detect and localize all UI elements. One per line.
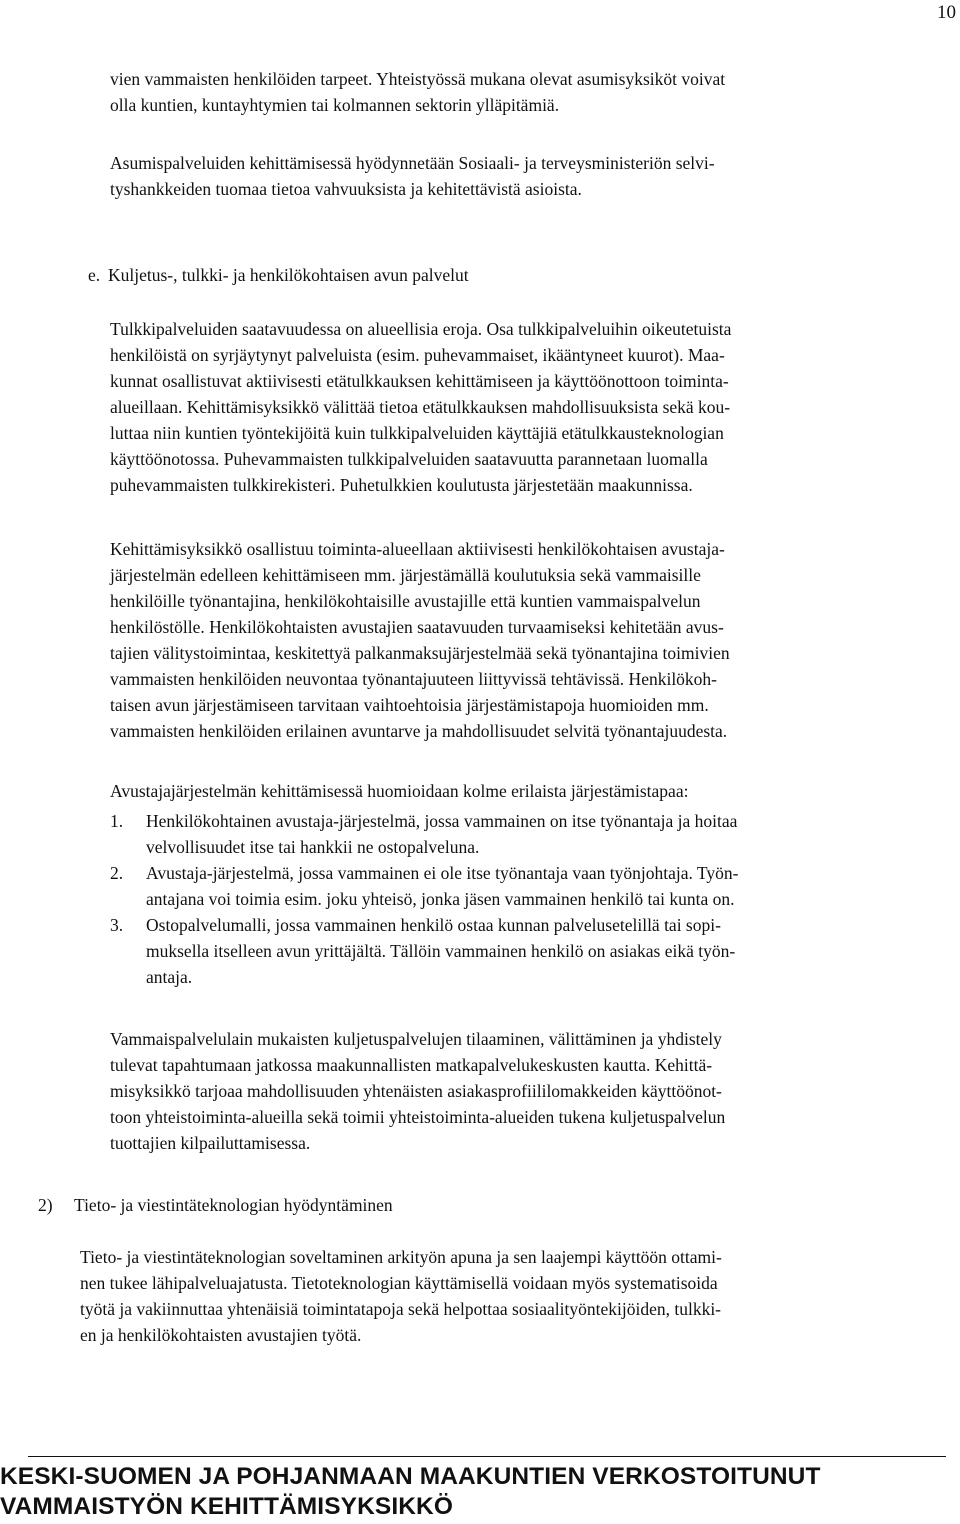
text-line: olla kuntien, kuntayhtymien tai kolmannen sektorin ylläpitämiä. xyxy=(110,95,560,115)
footer-line: VAMMAISTYÖN KEHITTÄMISYKSIKKÖ xyxy=(0,1493,453,1520)
list-item xyxy=(110,860,738,912)
text-line: Tieto- ja viestintäteknologian soveltaminen arkityön apuna ja sen laajempi käyttöön ottami- xyxy=(80,1247,722,1267)
section-heading-2 xyxy=(38,1192,393,1218)
list-number: 3. xyxy=(110,915,124,935)
text-line: Ostopalvelumalli, jossa vammainen henkilö ostaa kunnan palvelusetelillä tai sopi- xyxy=(146,915,721,935)
paragraph-housing-development xyxy=(110,150,715,202)
text-line: taisen avun järjestämiseen tarvitaan vaihtoehtoisia järjestämistapoja huomioiden mm. xyxy=(110,695,709,715)
list-number: 2. xyxy=(110,863,124,883)
text-line: en ja henkilökohtaisten avustajien työtä. xyxy=(80,1325,362,1345)
text-line: vien vammaisten henkilöiden tarpeet. Yhteistyössä mukana olevat asumisyksiköt voivat xyxy=(110,69,726,89)
text-line: työtä ja vakiinnuttaa yhtenäisiä toimintatapoja sekä helpottaa sosiaalityöntekijöiden, tulkki- xyxy=(80,1299,722,1319)
text-line: muksella itselleen avun yrittäjältä. Tällöin vammainen henkilö on asiakas eikä työn- xyxy=(146,941,736,961)
arrangement-list xyxy=(110,808,738,990)
section-marker: 2) xyxy=(38,1195,53,1215)
paragraph-transport-services xyxy=(110,1026,725,1156)
text-line: Tulkkipalveluiden saatavuudessa on alueellisia eroja. Osa tulkkipalveluihin oikeutetuista xyxy=(110,319,732,339)
paragraph-housing-units xyxy=(110,66,725,118)
text-line: Kehittämisyksikkö osallistuu toiminta-alueellaan aktiivisesti henkilökohtaisen avustaja- xyxy=(110,539,725,559)
page-number: 10 xyxy=(937,2,956,23)
text-line: tyshankkeiden tuomaa tietoa vahvuuksista ja kehitettävistä asioista. xyxy=(110,179,582,199)
text-line: tulevat tapahtumaan jatkossa maakunnallisten matkapalvelukeskusten kautta. Kehittä- xyxy=(110,1055,713,1075)
section-heading-e xyxy=(88,262,469,288)
footer-organization xyxy=(0,1462,821,1522)
list-item xyxy=(110,912,738,990)
list-number: 1. xyxy=(110,811,124,831)
paragraph-ict-usage xyxy=(80,1244,722,1348)
text-line: vammaisten henkilöiden erilainen avuntarve ja mahdollisuudet selvitä työnantajuudesta. xyxy=(110,721,728,741)
text-line: käyttöönotossa. Puhevammaisten tulkkipalveluiden saatavuutta parannetaan luomalla xyxy=(110,449,708,469)
paragraph-arrangement-intro: Avustajajärjestelmän kehittämisessä huomioidaan kolme erilaista järjestämistapaa: xyxy=(110,781,689,801)
list-item xyxy=(110,808,738,860)
text-line: Vammaispalvelulain mukaisten kuljetuspalvelujen tilaaminen, välittäminen ja yhdistely xyxy=(110,1029,722,1049)
text-line: henkilöille työnantajina, henkilökohtaisille avustajille että kuntien vammaispalvelun xyxy=(110,591,701,611)
text-line: toon yhteistoiminta-alueilla sekä toimii yhteistoiminta-alueiden tukena kuljetuspalvelun xyxy=(110,1107,726,1127)
section-marker: e. xyxy=(88,265,101,285)
text-line: Asumispalveluiden kehittämisessä hyödynnetään Sosiaali- ja terveysministeriön selvi- xyxy=(110,153,715,173)
text-line: järjestelmän edelleen kehittämiseen mm. järjestämällä koulutuksia sekä vammaisille xyxy=(110,565,701,585)
text-line: vammaisten henkilöiden neuvontaa työnantajuuteen liittyvissä tehtävissä. Henkilökoh- xyxy=(110,669,718,689)
text-line: misyksikkö tarjoaa mahdollisuuden yhtenäisten asiakasprofiililomakkeiden käyttöönot- xyxy=(110,1081,722,1101)
text-line: henkilöstölle. Henkilökohtaisten avustajien saatavuuden turvaamiseksi kehitetään avus- xyxy=(110,617,724,637)
text-line: antaja. xyxy=(146,967,193,987)
text-line: kunnat osallistuvat aktiivisesti etätulkkauksen kehittämiseen ja käyttöönottoon toiminta- xyxy=(110,371,729,391)
text-line: puhevammaisten tulkkirekisteri. Puhetulkkien koulutusta järjestetään maakunnissa. xyxy=(110,475,693,495)
footer-divider xyxy=(28,1456,946,1457)
footer-line: KESKI-SUOMEN JA POHJANMAAN MAAKUNTIEN VERKOSTOITUNUT xyxy=(0,1463,821,1490)
text-line: tuottajien kilpailuttamisessa. xyxy=(110,1133,311,1153)
section-title: Kuljetus-, tulkki- ja henkilökohtaisen avun palvelut xyxy=(108,265,469,285)
text-line: Avustaja-järjestelmä, jossa vammainen ei ole itse työnantaja vaan työnjohtaja. Työn- xyxy=(146,863,739,883)
text-line: velvollisuudet itse tai hankkii ne ostopalveluna. xyxy=(146,837,480,857)
text-line: tajien välitystoimintaa, keskitettyä palkanmaksujärjestelmää sekä työnantajina toimivien xyxy=(110,643,730,663)
text-line: antajana voi toimia esim. joku yhteisö, jonka jäsen vammainen henkilö tai kunta on. xyxy=(146,889,735,909)
text-line: henkilöistä on syrjäytynyt palveluista (esim. puhevammaiset, ikääntyneet kuurot). Maa- xyxy=(110,345,725,365)
text-line: nen tukee lähipalveluajatusta. Tietoteknologian käyttämisellä voidaan myös systematisoida xyxy=(80,1273,718,1293)
text-line: alueillaan. Kehittämisyksikkö välittää tietoa etätulkkauksen mahdollisuuksista sekä kou- xyxy=(110,397,731,417)
section-title: Tieto- ja viestintäteknologian hyödyntäminen xyxy=(74,1195,393,1215)
paragraph-interpreter-services xyxy=(110,316,731,498)
paragraph-personal-assistance xyxy=(110,536,730,744)
text-line: luttaa niin kuntien työntekijöitä kuin tulkkipalveluiden käyttäjiä etätulkkausteknologian xyxy=(110,423,724,443)
text-line: Henkilökohtainen avustaja-järjestelmä, jossa vammainen on itse työnantaja ja hoitaa xyxy=(146,811,738,831)
